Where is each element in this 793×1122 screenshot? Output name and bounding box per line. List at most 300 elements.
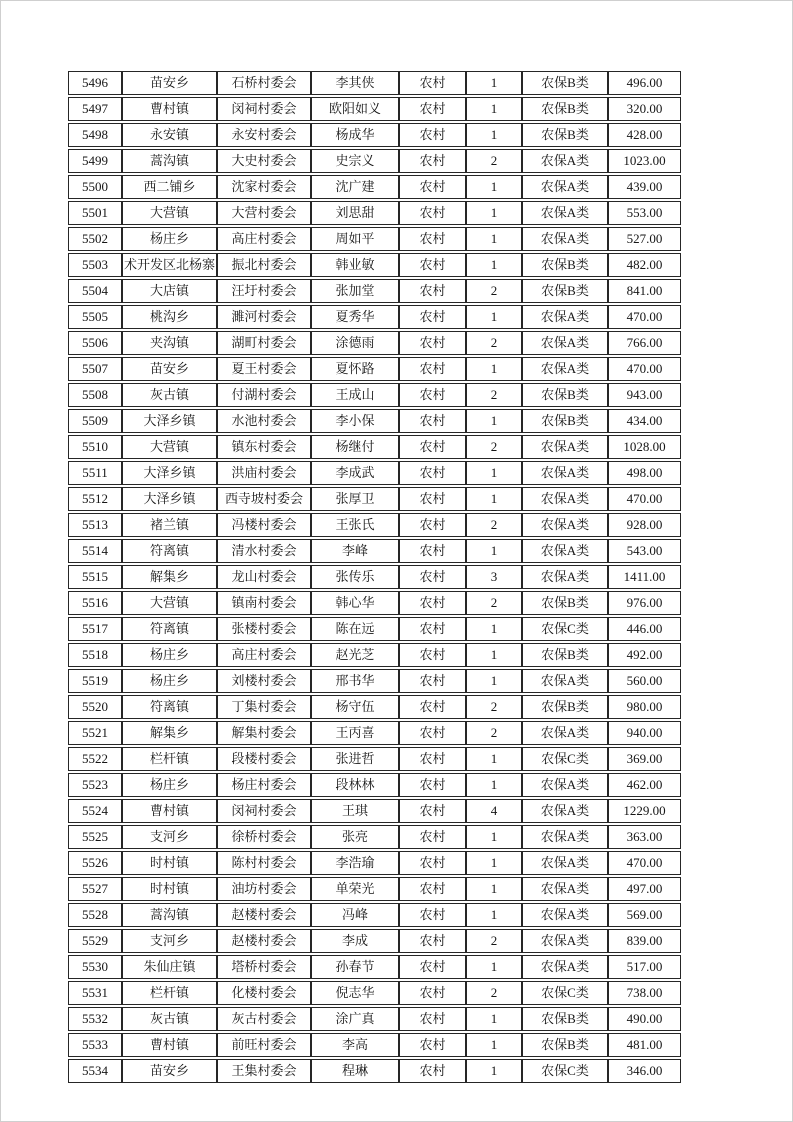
cell-village-committee: 张楼村委会 [217, 617, 311, 641]
cell-residence: 农村 [399, 669, 466, 693]
cell-village-committee: 赵楼村委会 [217, 929, 311, 953]
table-row [68, 383, 681, 407]
cell-name: 欧阳如义 [311, 97, 399, 121]
cell-count: 1 [466, 1059, 522, 1083]
cell-residence: 农村 [399, 279, 466, 303]
cell-name: 夏怀路 [311, 357, 399, 381]
cell-count: 1 [466, 253, 522, 277]
cell-town: 曹村镇 [122, 799, 217, 823]
cell-count: 1 [466, 461, 522, 485]
cell-amount: 470.00 [608, 851, 681, 875]
table-row [68, 1007, 681, 1031]
cell-category: 农保C类 [522, 1059, 608, 1083]
cell-count: 1 [466, 409, 522, 433]
cell-category: 农保A类 [522, 461, 608, 485]
cell-residence: 农村 [399, 97, 466, 121]
cell-name: 孙春节 [311, 955, 399, 979]
cell-category: 农保B类 [522, 123, 608, 147]
cell-count: 1 [466, 643, 522, 667]
cell-category: 农保A类 [522, 331, 608, 355]
table-row [68, 227, 681, 251]
table-row [68, 799, 681, 823]
cell-name: 刘思甜 [311, 201, 399, 225]
cell-town: 符离镇 [122, 539, 217, 563]
cell-residence: 农村 [399, 409, 466, 433]
cell-count: 2 [466, 331, 522, 355]
cell-town: 栏杆镇 [122, 747, 217, 771]
cell-count: 1 [466, 747, 522, 771]
cell-residence: 农村 [399, 123, 466, 147]
cell-serial: 5509 [68, 409, 122, 433]
cell-count: 1 [466, 201, 522, 225]
cell-village-committee: 龙山村委会 [217, 565, 311, 589]
cell-amount: 439.00 [608, 175, 681, 199]
cell-village-committee: 夏王村委会 [217, 357, 311, 381]
cell-residence: 农村 [399, 539, 466, 563]
cell-amount: 527.00 [608, 227, 681, 251]
table-row [68, 929, 681, 953]
cell-name: 李小保 [311, 409, 399, 433]
table-row [68, 747, 681, 771]
cell-residence: 农村 [399, 877, 466, 901]
cell-count: 4 [466, 799, 522, 823]
cell-village-committee: 水池村委会 [217, 409, 311, 433]
cell-residence: 农村 [399, 565, 466, 589]
cell-count: 1 [466, 617, 522, 641]
cell-name: 张加堂 [311, 279, 399, 303]
cell-serial: 5497 [68, 97, 122, 121]
cell-count: 2 [466, 721, 522, 745]
cell-name: 杨守伍 [311, 695, 399, 719]
table-row [68, 773, 681, 797]
cell-residence: 农村 [399, 305, 466, 329]
cell-count: 2 [466, 513, 522, 537]
cell-village-committee: 王集村委会 [217, 1059, 311, 1083]
cell-serial: 5522 [68, 747, 122, 771]
cell-serial: 5508 [68, 383, 122, 407]
cell-name: 程琳 [311, 1059, 399, 1083]
cell-name: 杨继付 [311, 435, 399, 459]
cell-amount: 569.00 [608, 903, 681, 927]
cell-category: 农保A类 [522, 565, 608, 589]
cell-count: 1 [466, 487, 522, 511]
cell-count: 1 [466, 357, 522, 381]
cell-village-committee: 徐桥村委会 [217, 825, 311, 849]
table-row [68, 331, 681, 355]
cell-count: 1 [466, 123, 522, 147]
table-row [68, 539, 681, 563]
cell-serial: 5533 [68, 1033, 122, 1057]
cell-town: 苗安乡 [122, 1059, 217, 1083]
cell-serial: 5496 [68, 71, 122, 95]
table-row [68, 1059, 681, 1083]
cell-town: 桃沟乡 [122, 305, 217, 329]
table-row [68, 123, 681, 147]
cell-serial: 5504 [68, 279, 122, 303]
cell-village-committee: 灰古村委会 [217, 1007, 311, 1031]
table-row [68, 721, 681, 745]
cell-town: 栏杆镇 [122, 981, 217, 1005]
cell-category: 农保A类 [522, 903, 608, 927]
cell-town: 褚兰镇 [122, 513, 217, 537]
cell-amount: 497.00 [608, 877, 681, 901]
cell-category: 农保A类 [522, 357, 608, 381]
cell-count: 1 [466, 825, 522, 849]
cell-name: 周如平 [311, 227, 399, 251]
cell-count: 2 [466, 591, 522, 615]
cell-town: 朱仙庄镇 [122, 955, 217, 979]
cell-amount: 498.00 [608, 461, 681, 485]
cell-count: 2 [466, 435, 522, 459]
table-row [68, 565, 681, 589]
cell-count: 2 [466, 981, 522, 1005]
cell-town: 时村镇 [122, 851, 217, 875]
cell-serial: 5532 [68, 1007, 122, 1031]
cell-count: 2 [466, 695, 522, 719]
cell-serial: 5500 [68, 175, 122, 199]
cell-amount: 976.00 [608, 591, 681, 615]
cell-serial: 5525 [68, 825, 122, 849]
cell-amount: 1229.00 [608, 799, 681, 823]
table-row [68, 513, 681, 537]
cell-residence: 农村 [399, 383, 466, 407]
cell-village-committee: 濉河村委会 [217, 305, 311, 329]
cell-count: 1 [466, 1007, 522, 1031]
table-row [68, 409, 681, 433]
cell-amount: 1411.00 [608, 565, 681, 589]
cell-category: 农保B类 [522, 253, 608, 277]
cell-residence: 农村 [399, 331, 466, 355]
table-row [68, 669, 681, 693]
table-row [68, 175, 681, 199]
cell-village-committee: 西寺坡村委会 [217, 487, 311, 511]
cell-town: 永安镇 [122, 123, 217, 147]
cell-town: 支河乡 [122, 929, 217, 953]
cell-village-committee: 丁集村委会 [217, 695, 311, 719]
cell-town: 蒿沟镇 [122, 903, 217, 927]
cell-amount: 363.00 [608, 825, 681, 849]
cell-town: 符离镇 [122, 617, 217, 641]
cell-count: 1 [466, 773, 522, 797]
table-row [68, 903, 681, 927]
table-row [68, 825, 681, 849]
cell-category: 农保A类 [522, 851, 608, 875]
cell-name: 张进哲 [311, 747, 399, 771]
cell-serial: 5516 [68, 591, 122, 615]
cell-category: 农保A类 [522, 825, 608, 849]
cell-village-committee: 解集村委会 [217, 721, 311, 745]
cell-town: 大店镇 [122, 279, 217, 303]
cell-serial: 5531 [68, 981, 122, 1005]
cell-town: 支河乡 [122, 825, 217, 849]
cell-name: 赵光芝 [311, 643, 399, 667]
cell-village-committee: 塔桥村委会 [217, 955, 311, 979]
cell-amount: 428.00 [608, 123, 681, 147]
cell-category: 农保A类 [522, 955, 608, 979]
table-row [68, 1033, 681, 1057]
table-row [68, 617, 681, 641]
cell-town: 灰古镇 [122, 383, 217, 407]
cell-village-committee: 冯楼村委会 [217, 513, 311, 537]
cell-category: 农保B类 [522, 643, 608, 667]
cell-residence: 农村 [399, 851, 466, 875]
cell-residence: 农村 [399, 799, 466, 823]
cell-serial: 5519 [68, 669, 122, 693]
cell-name: 李成 [311, 929, 399, 953]
cell-name: 李峰 [311, 539, 399, 563]
cell-amount: 940.00 [608, 721, 681, 745]
cell-residence: 农村 [399, 513, 466, 537]
cell-town: 杨庄乡 [122, 643, 217, 667]
records-table [68, 69, 681, 1085]
cell-town: 杨庄乡 [122, 227, 217, 251]
cell-category: 农保A类 [522, 487, 608, 511]
cell-name: 韩心华 [311, 591, 399, 615]
cell-residence: 农村 [399, 643, 466, 667]
cell-residence: 农村 [399, 721, 466, 745]
cell-category: 农保A类 [522, 721, 608, 745]
cell-amount: 517.00 [608, 955, 681, 979]
cell-town: 夹沟镇 [122, 331, 217, 355]
cell-town: 大营镇 [122, 591, 217, 615]
cell-name: 李成武 [311, 461, 399, 485]
cell-category: 农保B类 [522, 1007, 608, 1031]
cell-serial: 5523 [68, 773, 122, 797]
cell-town: 大泽乡镇 [122, 461, 217, 485]
cell-amount: 496.00 [608, 71, 681, 95]
cell-town: 术开发区北杨寨 [122, 253, 217, 277]
table-row [68, 851, 681, 875]
cell-village-committee: 高庄村委会 [217, 227, 311, 251]
cell-name: 张厚卫 [311, 487, 399, 511]
cell-village-committee: 陈村村委会 [217, 851, 311, 875]
cell-category: 农保A类 [522, 305, 608, 329]
cell-town: 大泽乡镇 [122, 409, 217, 433]
cell-serial: 5510 [68, 435, 122, 459]
cell-serial: 5513 [68, 513, 122, 537]
cell-amount: 841.00 [608, 279, 681, 303]
table-row [68, 695, 681, 719]
cell-category: 农保A类 [522, 227, 608, 251]
cell-town: 西二铺乡 [122, 175, 217, 199]
cell-serial: 5526 [68, 851, 122, 875]
cell-serial: 5529 [68, 929, 122, 953]
cell-amount: 543.00 [608, 539, 681, 563]
cell-amount: 980.00 [608, 695, 681, 719]
cell-residence: 农村 [399, 227, 466, 251]
cell-residence: 农村 [399, 747, 466, 771]
cell-category: 农保B类 [522, 383, 608, 407]
cell-category: 农保A类 [522, 513, 608, 537]
cell-amount: 492.00 [608, 643, 681, 667]
cell-name: 倪志华 [311, 981, 399, 1005]
cell-town: 苗安乡 [122, 71, 217, 95]
cell-serial: 5503 [68, 253, 122, 277]
cell-serial: 5511 [68, 461, 122, 485]
cell-amount: 943.00 [608, 383, 681, 407]
cell-serial: 5528 [68, 903, 122, 927]
cell-village-committee: 洪庙村委会 [217, 461, 311, 485]
table-row [68, 201, 681, 225]
cell-town: 解集乡 [122, 721, 217, 745]
cell-count: 1 [466, 305, 522, 329]
cell-name: 涂德雨 [311, 331, 399, 355]
cell-village-committee: 石桥村委会 [217, 71, 311, 95]
cell-category: 农保B类 [522, 279, 608, 303]
cell-residence: 农村 [399, 357, 466, 381]
cell-category: 农保B类 [522, 71, 608, 95]
table-row [68, 357, 681, 381]
cell-town: 曹村镇 [122, 1033, 217, 1057]
cell-serial: 5518 [68, 643, 122, 667]
table-row [68, 955, 681, 979]
cell-amount: 470.00 [608, 487, 681, 511]
table-row [68, 71, 681, 95]
cell-town: 时村镇 [122, 877, 217, 901]
cell-town: 符离镇 [122, 695, 217, 719]
cell-village-committee: 清水村委会 [217, 539, 311, 563]
cell-count: 1 [466, 851, 522, 875]
cell-village-committee: 杨庄村委会 [217, 773, 311, 797]
cell-residence: 农村 [399, 617, 466, 641]
cell-count: 1 [466, 71, 522, 95]
cell-name: 陈在远 [311, 617, 399, 641]
cell-village-committee: 段楼村委会 [217, 747, 311, 771]
cell-village-committee: 大史村委会 [217, 149, 311, 173]
cell-town: 大营镇 [122, 201, 217, 225]
cell-category: 农保B类 [522, 591, 608, 615]
cell-residence: 农村 [399, 591, 466, 615]
cell-serial: 5524 [68, 799, 122, 823]
cell-category: 农保C类 [522, 747, 608, 771]
cell-count: 1 [466, 669, 522, 693]
cell-name: 冯峰 [311, 903, 399, 927]
table-row [68, 435, 681, 459]
table-row [68, 981, 681, 1005]
cell-village-committee: 大营村委会 [217, 201, 311, 225]
cell-residence: 农村 [399, 71, 466, 95]
cell-serial: 5501 [68, 201, 122, 225]
cell-name: 段林林 [311, 773, 399, 797]
cell-count: 1 [466, 1033, 522, 1057]
cell-serial: 5520 [68, 695, 122, 719]
cell-residence: 农村 [399, 1059, 466, 1083]
cell-count: 2 [466, 149, 522, 173]
cell-count: 1 [466, 227, 522, 251]
table-row [68, 149, 681, 173]
cell-serial: 5530 [68, 955, 122, 979]
cell-name: 沈广建 [311, 175, 399, 199]
cell-amount: 839.00 [608, 929, 681, 953]
cell-category: 农保A类 [522, 877, 608, 901]
cell-count: 1 [466, 903, 522, 927]
cell-amount: 928.00 [608, 513, 681, 537]
cell-village-committee: 付湖村委会 [217, 383, 311, 407]
cell-category: 农保B类 [522, 97, 608, 121]
cell-amount: 462.00 [608, 773, 681, 797]
cell-amount: 320.00 [608, 97, 681, 121]
cell-count: 1 [466, 539, 522, 563]
cell-serial: 5514 [68, 539, 122, 563]
cell-count: 3 [466, 565, 522, 589]
cell-amount: 1023.00 [608, 149, 681, 173]
cell-residence: 农村 [399, 929, 466, 953]
cell-residence: 农村 [399, 435, 466, 459]
cell-amount: 446.00 [608, 617, 681, 641]
cell-category: 农保A类 [522, 149, 608, 173]
cell-category: 农保A类 [522, 929, 608, 953]
cell-village-committee: 永安村委会 [217, 123, 311, 147]
cell-amount: 470.00 [608, 357, 681, 381]
cell-town: 大泽乡镇 [122, 487, 217, 511]
cell-category: 农保A类 [522, 435, 608, 459]
table-row [68, 877, 681, 901]
cell-category: 农保A类 [522, 773, 608, 797]
cell-category: 农保A类 [522, 175, 608, 199]
cell-name: 李其侠 [311, 71, 399, 95]
cell-count: 1 [466, 175, 522, 199]
cell-category: 农保A类 [522, 201, 608, 225]
cell-name: 王成山 [311, 383, 399, 407]
cell-residence: 农村 [399, 149, 466, 173]
cell-village-committee: 前旺村委会 [217, 1033, 311, 1057]
cell-village-committee: 湖町村委会 [217, 331, 311, 355]
cell-town: 蒿沟镇 [122, 149, 217, 173]
cell-residence: 农村 [399, 1007, 466, 1031]
cell-residence: 农村 [399, 981, 466, 1005]
table-row [68, 461, 681, 485]
cell-town: 杨庄乡 [122, 773, 217, 797]
cell-category: 农保B类 [522, 695, 608, 719]
cell-amount: 481.00 [608, 1033, 681, 1057]
cell-name: 李高 [311, 1033, 399, 1057]
cell-count: 1 [466, 97, 522, 121]
cell-category: 农保C类 [522, 617, 608, 641]
cell-residence: 农村 [399, 487, 466, 511]
cell-residence: 农村 [399, 695, 466, 719]
cell-amount: 434.00 [608, 409, 681, 433]
table-row [68, 487, 681, 511]
cell-amount: 738.00 [608, 981, 681, 1005]
cell-village-committee: 镇东村委会 [217, 435, 311, 459]
cell-serial: 5505 [68, 305, 122, 329]
cell-amount: 766.00 [608, 331, 681, 355]
cell-category: 农保A类 [522, 799, 608, 823]
cell-town: 苗安乡 [122, 357, 217, 381]
cell-amount: 560.00 [608, 669, 681, 693]
cell-village-committee: 沈家村委会 [217, 175, 311, 199]
cell-residence: 农村 [399, 903, 466, 927]
cell-serial: 5515 [68, 565, 122, 589]
cell-count: 2 [466, 383, 522, 407]
cell-village-committee: 刘楼村委会 [217, 669, 311, 693]
cell-serial: 5506 [68, 331, 122, 355]
cell-serial: 5499 [68, 149, 122, 173]
cell-residence: 农村 [399, 253, 466, 277]
cell-residence: 农村 [399, 955, 466, 979]
cell-town: 大营镇 [122, 435, 217, 459]
cell-village-committee: 赵楼村委会 [217, 903, 311, 927]
cell-amount: 346.00 [608, 1059, 681, 1083]
cell-name: 张传乐 [311, 565, 399, 589]
cell-category: 农保C类 [522, 981, 608, 1005]
cell-town: 曹村镇 [122, 97, 217, 121]
cell-village-committee: 镇南村委会 [217, 591, 311, 615]
cell-name: 张亮 [311, 825, 399, 849]
cell-name: 李浩瑜 [311, 851, 399, 875]
cell-name: 王丙喜 [311, 721, 399, 745]
cell-residence: 农村 [399, 461, 466, 485]
